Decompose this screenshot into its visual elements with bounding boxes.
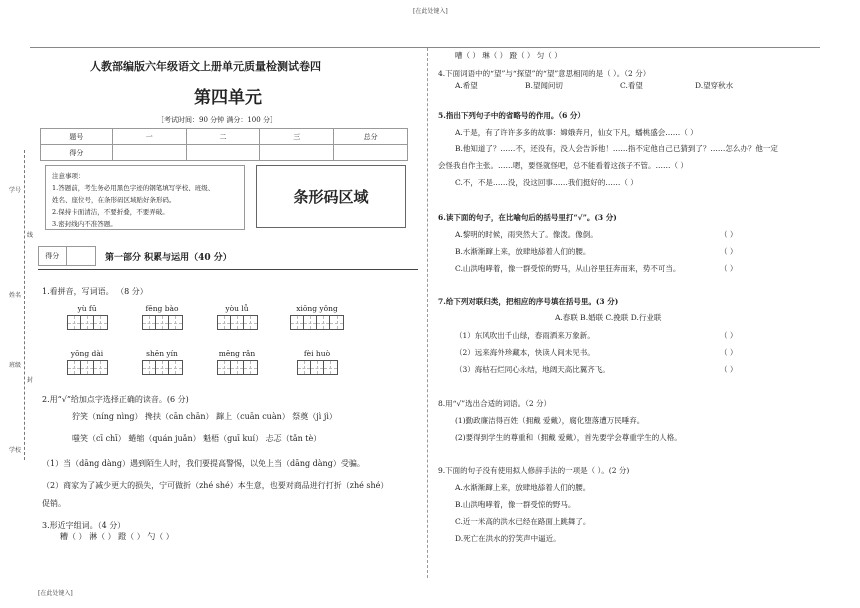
q9-option[interactable]: B.山洪咆哮着，像一群受惊的野马。 [455, 500, 576, 509]
q2-line2: 嗤笑（cī chī） 蜷缩（quán juǎn） 魁梧（guī kuí） 忐忑（tǎn tè） [72, 434, 322, 443]
pinyin-item [62, 304, 112, 330]
q1-stem: 1.看拼音，写词语。 （8 分） [42, 287, 148, 296]
section-title: 第一部分 积累与运用（40 分） [105, 253, 232, 263]
answer-bracket[interactable]: （ ） [720, 247, 738, 256]
score-input-cell[interactable] [186, 145, 260, 161]
header-note-top: [在此处键入] [413, 8, 448, 15]
q5-item-b1: B.他知道了？……不，还没有，没人会告诉他！……指不定他自己已猜到了？……怎么办？他一定 [455, 144, 778, 153]
pinyin-label: yù fū [77, 304, 97, 313]
q6-stem: 6.读下面的句子，在比喻句后的括号里打“√”。(3 分) [438, 213, 617, 222]
score-input-cell[interactable] [112, 145, 186, 161]
pinyin-label: fēng bào [145, 304, 179, 313]
char-grid[interactable] [67, 360, 108, 375]
side-label-school: 学校 [9, 447, 22, 454]
score-input-cell[interactable] [334, 145, 408, 161]
side-label-line: 线 [27, 232, 34, 239]
q5-item-c: C.不，不是……没，没这回事……我们挺好的……（ ） [455, 178, 638, 187]
score-table-header-cell: 一 [112, 129, 186, 145]
q9-option[interactable]: A.水渐渐蹿上来，放肆地舔着人们的腰。 [455, 483, 591, 492]
score-input-cell[interactable] [260, 145, 334, 161]
pinyin-item [212, 349, 262, 375]
pinyin-item [287, 349, 347, 375]
q8-item: (2)要得到学生的尊重和（拥戴 爱戴），首先要学会尊重学生的人格。 [455, 433, 682, 442]
q9-option[interactable]: C.近一米高的洪水已经在路面上跳舞了。 [455, 517, 591, 526]
pinyin-item [212, 304, 262, 330]
q3-row2: 嘈（ ） 琳（ ） 蹬（ ） 匀（ ） [455, 51, 562, 60]
q5-item-b2: 会怪我自作主张。……嗯，要怪就怪吧，总不能看着这孩子不管。……（ ） [438, 161, 688, 170]
score-table-row-label: 得分 [41, 145, 113, 161]
pinyin-item [137, 349, 187, 375]
q4-option[interactable]: D.望穿秋水 [695, 81, 734, 90]
score-table-header-cell: 题号 [41, 129, 113, 145]
side-label-name: 姓名 [9, 292, 22, 299]
q4-option[interactable]: A.希望 [455, 81, 478, 90]
pinyin-label: shēn yín [146, 349, 178, 358]
header-note-bottom: [在此处键入] [38, 590, 73, 597]
q6-item: C.山洪咆哮着，像一群受惊的野马，从山谷里狂奔而来，势不可当。 [455, 264, 681, 273]
q2-sentence2a: （2）商家为了减少更大的损失，宁可做折（zhé shé）本生意，也要对商品进行打折（zhé shé） [42, 481, 389, 490]
barcode-area: 条形码区域 [256, 165, 406, 228]
char-grid[interactable] [297, 360, 338, 375]
q8-item: (1)勤政廉洁得百姓（拥戴 爱戴），腐化堕落遭万民唾弃。 [455, 416, 645, 425]
notes-line: 1.答题前，考生务必用黑色字迹的钢笔填写学校、班级、 [52, 184, 215, 192]
char-grid[interactable] [217, 315, 258, 330]
answer-bracket[interactable]: （ ） [720, 264, 738, 273]
answer-bracket[interactable]: （ ） [720, 365, 738, 374]
q7-item: （2）远来海外珍藏本，快读人间未见书。 [455, 348, 595, 357]
score-table-header-cell: 总分 [334, 129, 408, 145]
char-grid[interactable] [142, 360, 183, 375]
exam-info: ［考试时间：90 分钟 满分：100 分］ [157, 116, 277, 124]
section-score-label: 得分 [39, 247, 67, 265]
pinyin-label: yōng dài [70, 349, 104, 358]
q2-stem: 2.用“√”给加点字选择正确的读音。(6 分) [42, 395, 189, 404]
q7-options: A.春联 B.婚联 C.挽联 D.行业联 [555, 313, 662, 322]
char-grid[interactable] [142, 315, 183, 330]
column-divider [427, 48, 428, 578]
pinyin-item [62, 349, 112, 375]
answer-bracket[interactable]: （ ） [720, 230, 738, 239]
side-label-class: 班级 [9, 362, 22, 369]
q4-option[interactable]: C.看望 [620, 81, 643, 90]
section-score-box [38, 246, 96, 266]
q8-stem: 8.用“√”选出合适的词语。（2 分） [438, 399, 552, 408]
char-grid[interactable] [290, 315, 344, 330]
char-grid[interactable] [67, 315, 108, 330]
answer-bracket[interactable]: （ ） [720, 331, 738, 340]
answer-bracket[interactable]: （ ） [720, 348, 738, 357]
notes-heading: 注意事项： [52, 172, 85, 180]
notes-box [45, 165, 245, 230]
side-label-student-no: 学号 [9, 187, 22, 194]
pinyin-label: xiōng yǒng [296, 304, 338, 313]
q7-stem: 7.给下列对联归类，把相应的序号填在括号里。(3 分) [438, 297, 619, 306]
pinyin-item [137, 304, 187, 330]
pinyin-label: fèi huò [303, 349, 331, 358]
pinyin-item [287, 304, 347, 330]
score-table-header-cell: 二 [186, 129, 260, 145]
q5-item-a: A.于是，有了许许多多的故事：嫦娥奔月，仙女下凡，蟠桃盛会……（ ） [455, 128, 698, 137]
pinyin-label: mēng rǎn [218, 349, 256, 358]
q6-item: A.黎明的时候，雨突然大了。像泼。像倒。 [455, 230, 598, 239]
char-grid[interactable] [217, 360, 258, 375]
q2-sentence2b: 促销。 [42, 499, 66, 508]
section-score-input[interactable] [67, 247, 95, 265]
q5-stem: 5.指出下列句子中的省略号的作用。（6 分） [438, 111, 585, 120]
q3-row1: 糟（ ） 淋（ ） 蹬（ ） 勺（ ） [60, 532, 174, 541]
notes-line: 姓名、座位号，在条形码区域贴好条形码。 [52, 196, 176, 204]
q3-stem: 3.形近字组词。（4 分） [42, 521, 126, 530]
q4-stem: 4.下面词语中的“望”与“探望”的“望”意思相同的是（ ）。（2 分） [438, 69, 651, 78]
q9-stem: 9.下面的句子没有使用拟人修辞手法的一项是（ ）。(2 分) [438, 466, 630, 475]
notes-line: 3.密封线内不准答题。 [52, 220, 117, 228]
q2-sentence1: （1）当（dāng dàng）遇到陌生人时，我们要提高警惕，以免上当（dāng dàng）受骗。 [42, 459, 365, 468]
unit-title: 第四单元 [194, 88, 262, 108]
notes-line: 2.保持卡面清洁，不要折叠，不要弄破。 [52, 208, 169, 216]
q2-line1: 狞笑（níng nìng） 搀扶（cān chān） 蹿上（cuān cuàn） 祭奠（jì jì） [72, 412, 337, 421]
score-table-header-cell: 三 [260, 129, 334, 145]
pinyin-label: yòu lǚ [225, 304, 249, 313]
score-table [40, 128, 408, 161]
top-rule [30, 47, 820, 48]
paper-title: 人教部编版六年级语文上册单元质量检测试卷四 [90, 60, 321, 73]
q9-option[interactable]: D.死亡在洪水的狞笑声中逼近。 [455, 534, 561, 543]
side-label-seal: 封 [27, 377, 34, 384]
seal-line [24, 150, 25, 460]
q7-item: （1）东风吹出千山绿，春雨洒来万象新。 [455, 331, 595, 340]
q4-option[interactable]: B.望闻问切 [525, 81, 563, 90]
q6-item: B.水渐渐蹿上来，放肆地舔着人们的腰。 [455, 247, 591, 256]
q7-item: （3）海枯石烂同心永结，地阔天高比翼齐飞。 [455, 365, 610, 374]
